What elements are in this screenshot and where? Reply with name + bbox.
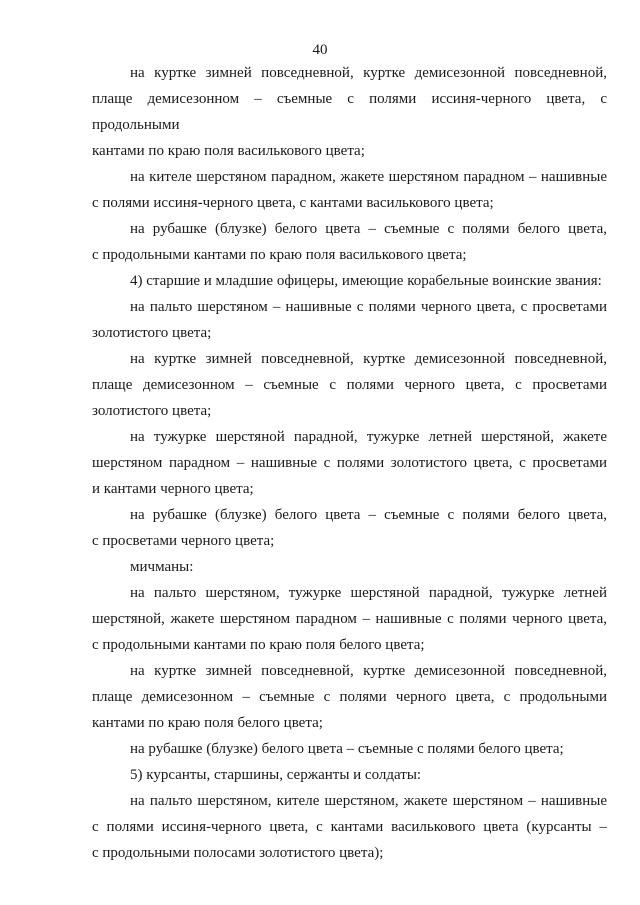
text-line: плаще демисезонном – съемные с полями черного цвета, с просветами — [92, 377, 607, 393]
paragraph — [92, 788, 607, 866]
paragraph — [92, 216, 607, 268]
text-line: на кителе шерстяном парадном, жакете шерстяном парадном – нашивные — [130, 169, 607, 185]
text-line: шерстяном парадном – нашивные с полями золотистого цвета, с просветами — [92, 455, 607, 471]
text-line: 4) старшие и младшие офицеры, имеющие корабельные воинские звания: — [130, 273, 602, 289]
text-line: плаще демисезонном – съемные с полями черного цвета, с продольными — [92, 689, 607, 705]
paragraph — [92, 580, 607, 658]
text-line: на куртке зимней повседневной, куртке демисезонной повседневной, — [130, 65, 607, 81]
text-line: 5) курсанты, старшины, сержанты и солдаты: — [130, 767, 422, 783]
text-line: мичманы: — [130, 559, 194, 575]
paragraph — [92, 268, 607, 294]
text-line: плаще демисезонном – съемные с полями иссиня-черного цвета, с продольными — [92, 91, 607, 133]
paragraph — [92, 424, 607, 502]
paragraph — [92, 554, 607, 580]
text-line: и кантами черного цвета; — [92, 481, 254, 497]
text-line: на пальто шерстяном – нашивные с полями черного цвета, с просветами — [130, 299, 607, 315]
text-line: с продольными кантами по краю поля василькового цвета; — [92, 247, 467, 263]
text-line: на куртке зимней повседневной, куртке демисезонной повседневной, — [130, 663, 607, 679]
text-line: кантами по краю поля василькового цвета; — [92, 143, 365, 159]
paragraph — [92, 762, 607, 788]
paragraph — [92, 502, 607, 554]
text-line: с продольными полосами золотистого цвета); — [92, 845, 384, 861]
text-line: на пальто шерстяном, тужурке шерстяной парадной, тужурке летней — [130, 585, 607, 601]
text-line: с полями иссиня-черного цвета, с кантами василькового цвета; — [92, 195, 494, 211]
paragraph — [92, 658, 607, 736]
document-body — [92, 60, 607, 866]
text-line: на тужурке шерстяной парадной, тужурке летней шерстяной, жакете — [130, 429, 607, 445]
page-number: 40 — [312, 42, 328, 58]
text-line: на рубашке (блузке) белого цвета – съемные с полями белого цвета, — [130, 221, 607, 237]
paragraph — [92, 346, 607, 424]
paragraph — [92, 294, 607, 346]
paragraph — [92, 736, 607, 762]
text-line: с полями иссиня-черного цвета, с кантами василькового цвета (курсанты – — [92, 819, 607, 835]
text-line: золотистого цвета; — [92, 403, 212, 419]
text-line: золотистого цвета; — [92, 325, 212, 341]
paragraph — [92, 164, 607, 216]
text-line: кантами по краю поля белого цвета; — [92, 715, 323, 731]
text-line: с продольными кантами по краю поля белого цвета; — [92, 637, 425, 653]
text-line: на пальто шерстяном, кителе шерстяном, жакете шерстяном – нашивные — [130, 793, 607, 809]
text-line: шерстяной, жакете шерстяном парадном – нашивные с полями черного цвета, — [92, 611, 607, 627]
text-line: на рубашке (блузке) белого цвета – съемные с полями белого цвета; — [130, 741, 564, 757]
text-line: с просветами черного цвета; — [92, 533, 275, 549]
text-line: на рубашке (блузке) белого цвета – съемные с полями белого цвета, — [130, 507, 607, 523]
paragraph — [92, 60, 607, 164]
text-line: на куртке зимней повседневной, куртке демисезонной повседневной, — [130, 351, 607, 367]
